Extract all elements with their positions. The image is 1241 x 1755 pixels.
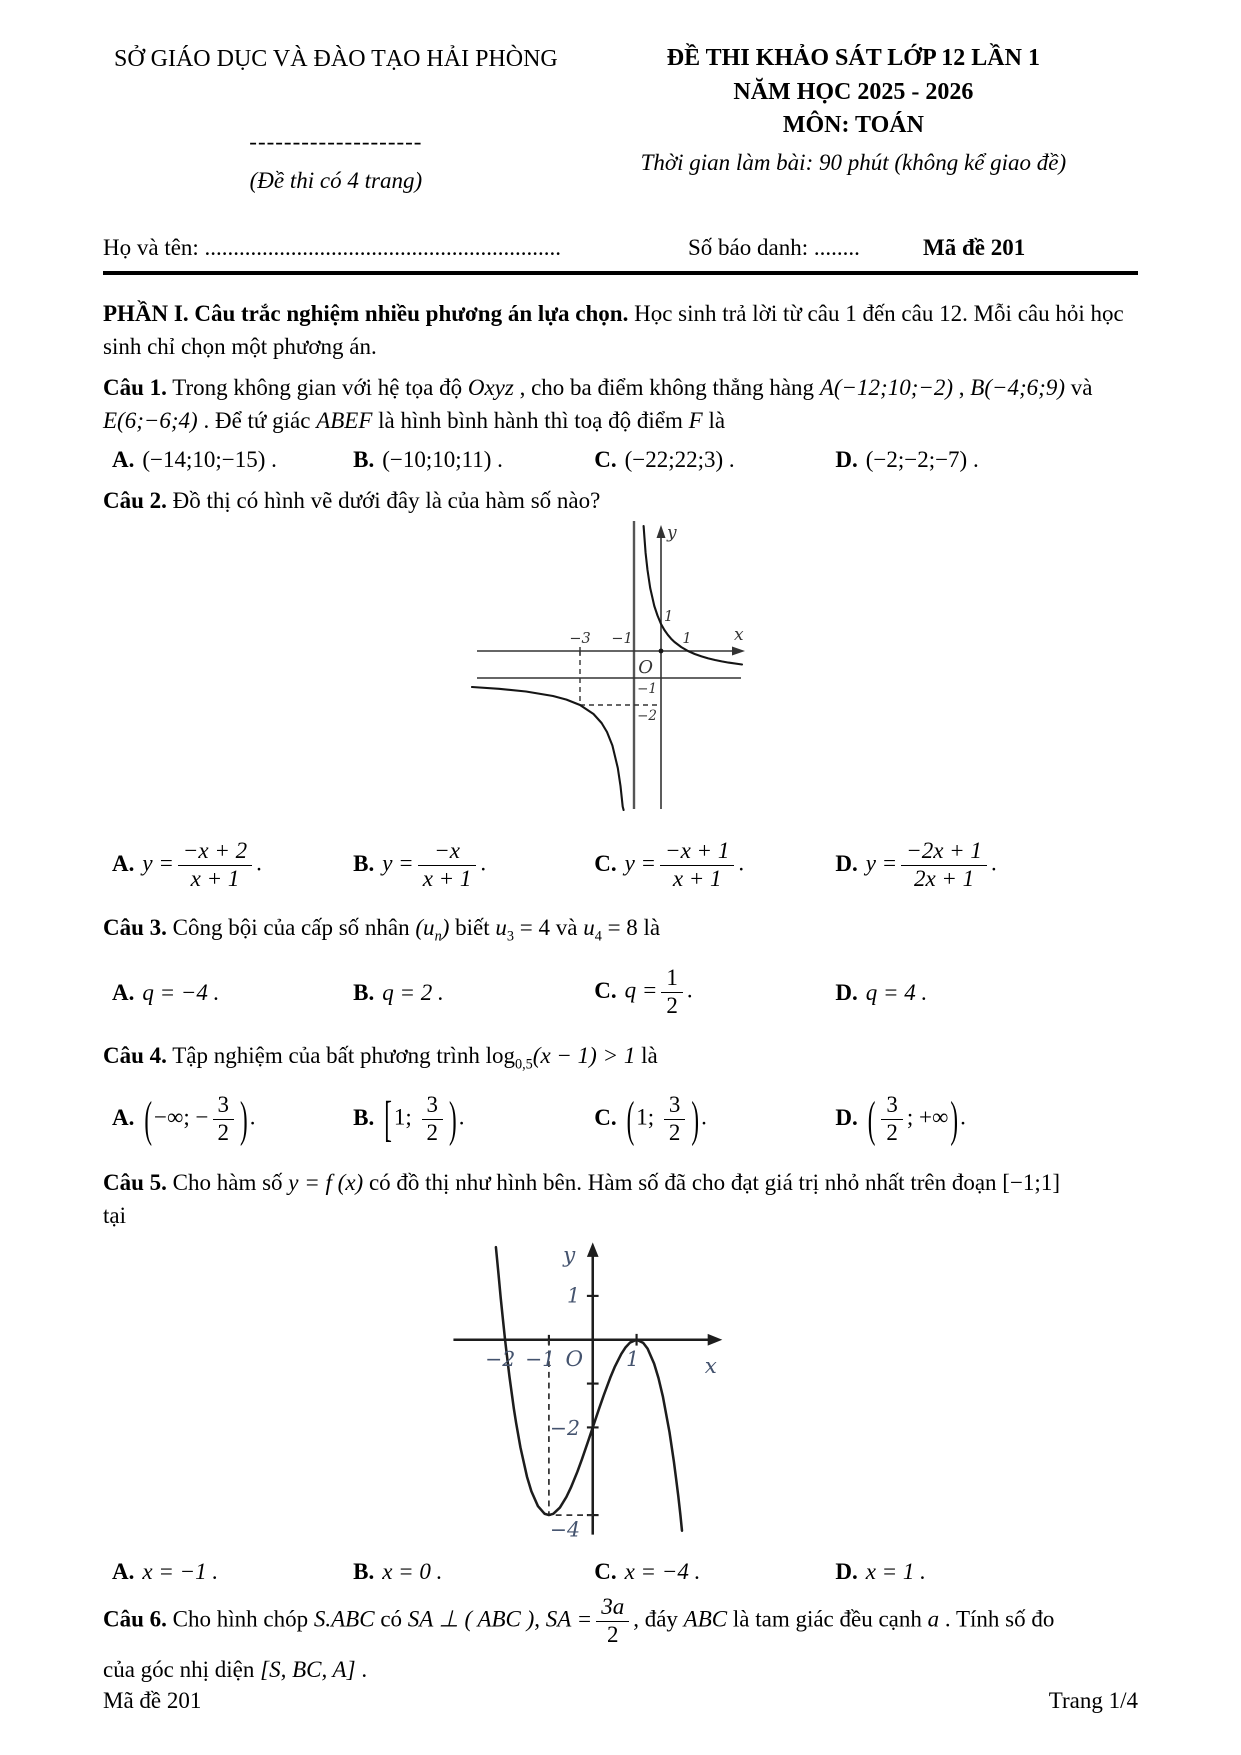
question-6: Câu 6. Cho hình chóp S.ABC có SA ⊥ ( ABC ), SA = $\frac{3a}{2}$ , đáy ABC là tam giác đều cạnh a . Tính số đo của góc nhị diện [S, BC, A] . [103, 1594, 1055, 1682]
part1-heading-bold: PHẦN I. Câu trắc nghiệm nhiều phương án lựa chọn. [103, 300, 629, 326]
q5-graph [432, 1234, 734, 1539]
tick-label: −1 [610, 630, 633, 647]
footer-page-number: Trang 1/4 [1048, 1687, 1138, 1713]
question-4-text: Tập nghiệm của bất phương trình [166, 1042, 486, 1068]
q1-option-b: B. (−10;10;11) . [353, 447, 503, 473]
question-2-text: Đồ thị có hình vẽ dưới đây là của hàm số nào? [166, 487, 601, 513]
part1-heading [103, 297, 1138, 364]
page-footer [103, 1684, 1138, 1717]
q3-options [103, 954, 1138, 1032]
y-axis-label: y [562, 1243, 575, 1269]
q4-option-a: A. (−∞; − $\frac{3}{2}$ ). [112, 1092, 256, 1147]
q4-option-d: D. ( $\frac{3}{2}$ ; +∞). [835, 1092, 966, 1147]
q2-options [103, 826, 1138, 904]
tick-label: 1 [625, 1347, 639, 1372]
header-left [103, 42, 569, 197]
math-point-a: A(−12;10;−2) [819, 374, 954, 400]
math-point-b: B(−4;6;9) [970, 374, 1066, 400]
question-5: Câu 5. Cho hàm số y = f (x) có đồ thị như hình bên. Hàm số đã cho đạt giá trị nhỏ nhất trên đoạn [−1;1] tại [103, 1169, 1060, 1229]
q1-options [103, 443, 1138, 476]
q4-options [103, 1081, 1138, 1159]
math-abef: ABEF [316, 407, 373, 433]
school-year: NĂM HỌC 2025 - 2026 [733, 78, 974, 105]
math-point-e: E(6;−6;4) [103, 407, 198, 433]
tick-label: 1 [566, 1284, 580, 1309]
math-f: F [688, 407, 703, 433]
question-2-label: Câu 2. [103, 487, 167, 513]
exam-title: ĐỀ THI KHẢO SÁT LỚP 12 LẦN 1 [666, 45, 1040, 71]
q5-options [103, 1555, 1138, 1588]
q5-option-c: C. x = −4 . [594, 1558, 701, 1584]
duration-note: Thời gian làm bài: 90 phút (không kể giao đề) [640, 149, 1067, 175]
x-axis-label: x [704, 1354, 717, 1380]
candidate-info-row [103, 231, 1138, 264]
candidate-number-label: Số báo danh: ........ [688, 235, 860, 261]
q1-option-d: D. (−2;−2;−7) . [835, 447, 979, 473]
q2-option-c: C. y = $\frac{-x + 1}{x + 1}$ . [594, 837, 745, 891]
tick-label: −1 [636, 680, 657, 697]
question-2 [103, 484, 1138, 517]
header-rule [103, 271, 1138, 275]
q5-figure [103, 1234, 1138, 1548]
curve-upper-branch [643, 526, 741, 665]
exam-code-badge: Mã đề 201 [923, 235, 1026, 261]
q2-option-a: A. y = $\frac{-x + 2}{x + 1}$ . [112, 837, 262, 891]
question-4: Câu 4. Tập nghiệm của bất phương trình $\log_{0,5}(x - 1) > 1$ là [103, 1042, 658, 1073]
tick-label: −2 [484, 1347, 515, 1372]
q1-option-c: C. (−22;22;3) . [594, 447, 735, 473]
cubic-curve [495, 1248, 681, 1531]
tick-label: 1 [681, 630, 692, 647]
question-6-text: Cho hình chóp [166, 1606, 314, 1632]
question-6-label: Câu 6. [103, 1606, 167, 1632]
y-axis-arrow-icon [656, 525, 665, 538]
page-count-note: (Đề thi có 4 trang) [249, 168, 423, 194]
header [103, 42, 1138, 197]
question-1-text: Trong không gian với hệ tọa độ [166, 374, 468, 400]
tick-label: −4 [549, 1517, 580, 1540]
q1-option-a: A. (−14;10;−15) . [112, 447, 277, 473]
question-3-text: Công bội của cấp số nhân [166, 915, 416, 941]
header-right [569, 42, 1138, 197]
q3-option-c: C. q = $\frac{1}{2}$ . [594, 965, 693, 1018]
q5-option-b: B. x = 0 . [353, 1558, 443, 1584]
q3-option-a: A. q = −4 . [112, 979, 220, 1005]
q2-graph [471, 519, 771, 811]
q2-option-d: D. y = $\frac{-2x + 1}{2x + 1}$ . [835, 837, 997, 891]
question-5-text: Cho hàm số [166, 1169, 289, 1195]
q3-option-b: B. q = 2 . [353, 979, 444, 1005]
origin-dot [658, 648, 663, 653]
subject: MÔN: TOÁN [782, 112, 924, 139]
separator-dashes: -------------------- [249, 128, 423, 154]
origin-label: O [564, 1347, 583, 1373]
q2-figure [103, 519, 1138, 820]
department-name: SỞ GIÁO DỤC VÀ ĐÀO TẠO HẢI PHÒNG [113, 46, 558, 72]
x-axis-arrow-icon [707, 1334, 722, 1346]
math-oxyz: Oxyz [467, 374, 514, 400]
question-4-label: Câu 4. [103, 1042, 167, 1068]
name-field-label: Họ và tên: .............................................................. [103, 235, 562, 261]
part1-heading-rest: Học sinh trả lời từ câu 1 đến câu 12. Mỗi câu hỏi học sinh chỉ chọn một phương án. [103, 300, 1124, 360]
tick-label: −2 [549, 1416, 580, 1441]
question-3: Câu 3. Công bội của cấp số nhân $(u_n)$ biết $u_3 = 4$ và $u_4 = 8$ là [103, 915, 661, 945]
question-1-label: Câu 1. [103, 374, 167, 400]
q4-option-c: C. (1; $\frac{3}{2}$ ). [594, 1092, 707, 1147]
x-axis-label: x [733, 624, 744, 645]
q5-option-d: D. x = 1 . [835, 1558, 926, 1584]
tick-label: −3 [568, 630, 591, 647]
y-axis-label: y [666, 522, 677, 543]
tick-label: −1 [524, 1347, 555, 1372]
tick-label: 1 [663, 608, 673, 625]
q5-option-a: A. x = −1 . [112, 1558, 219, 1584]
y-axis-arrow-icon [586, 1243, 598, 1258]
q2-option-b: B. y = $\frac{-x}{x + 1}$ . [353, 837, 487, 891]
question-5-label: Câu 5. [103, 1169, 167, 1195]
q3-option-d: D. q = 4 . [835, 979, 928, 1005]
footer-exam-code: Mã đề 201 [103, 1687, 202, 1713]
x-axis-arrow-icon [732, 646, 745, 655]
question-3-label: Câu 3. [103, 915, 167, 941]
origin-label: O [637, 656, 653, 678]
question-1: Câu 1. Trong không gian với hệ tọa độ Oxyz , cho ba điểm không thẳng hàng A(−12;10;−2) , B(−4;6;9) và E(6;−6;4) . Để tứ giác ABEF là hình bình hành thì toạ độ điểm F là [103, 374, 1093, 433]
q4-option-b: B. [1; $\frac{3}{2}$ ). [353, 1092, 465, 1147]
tick-label: −2 [636, 707, 657, 724]
